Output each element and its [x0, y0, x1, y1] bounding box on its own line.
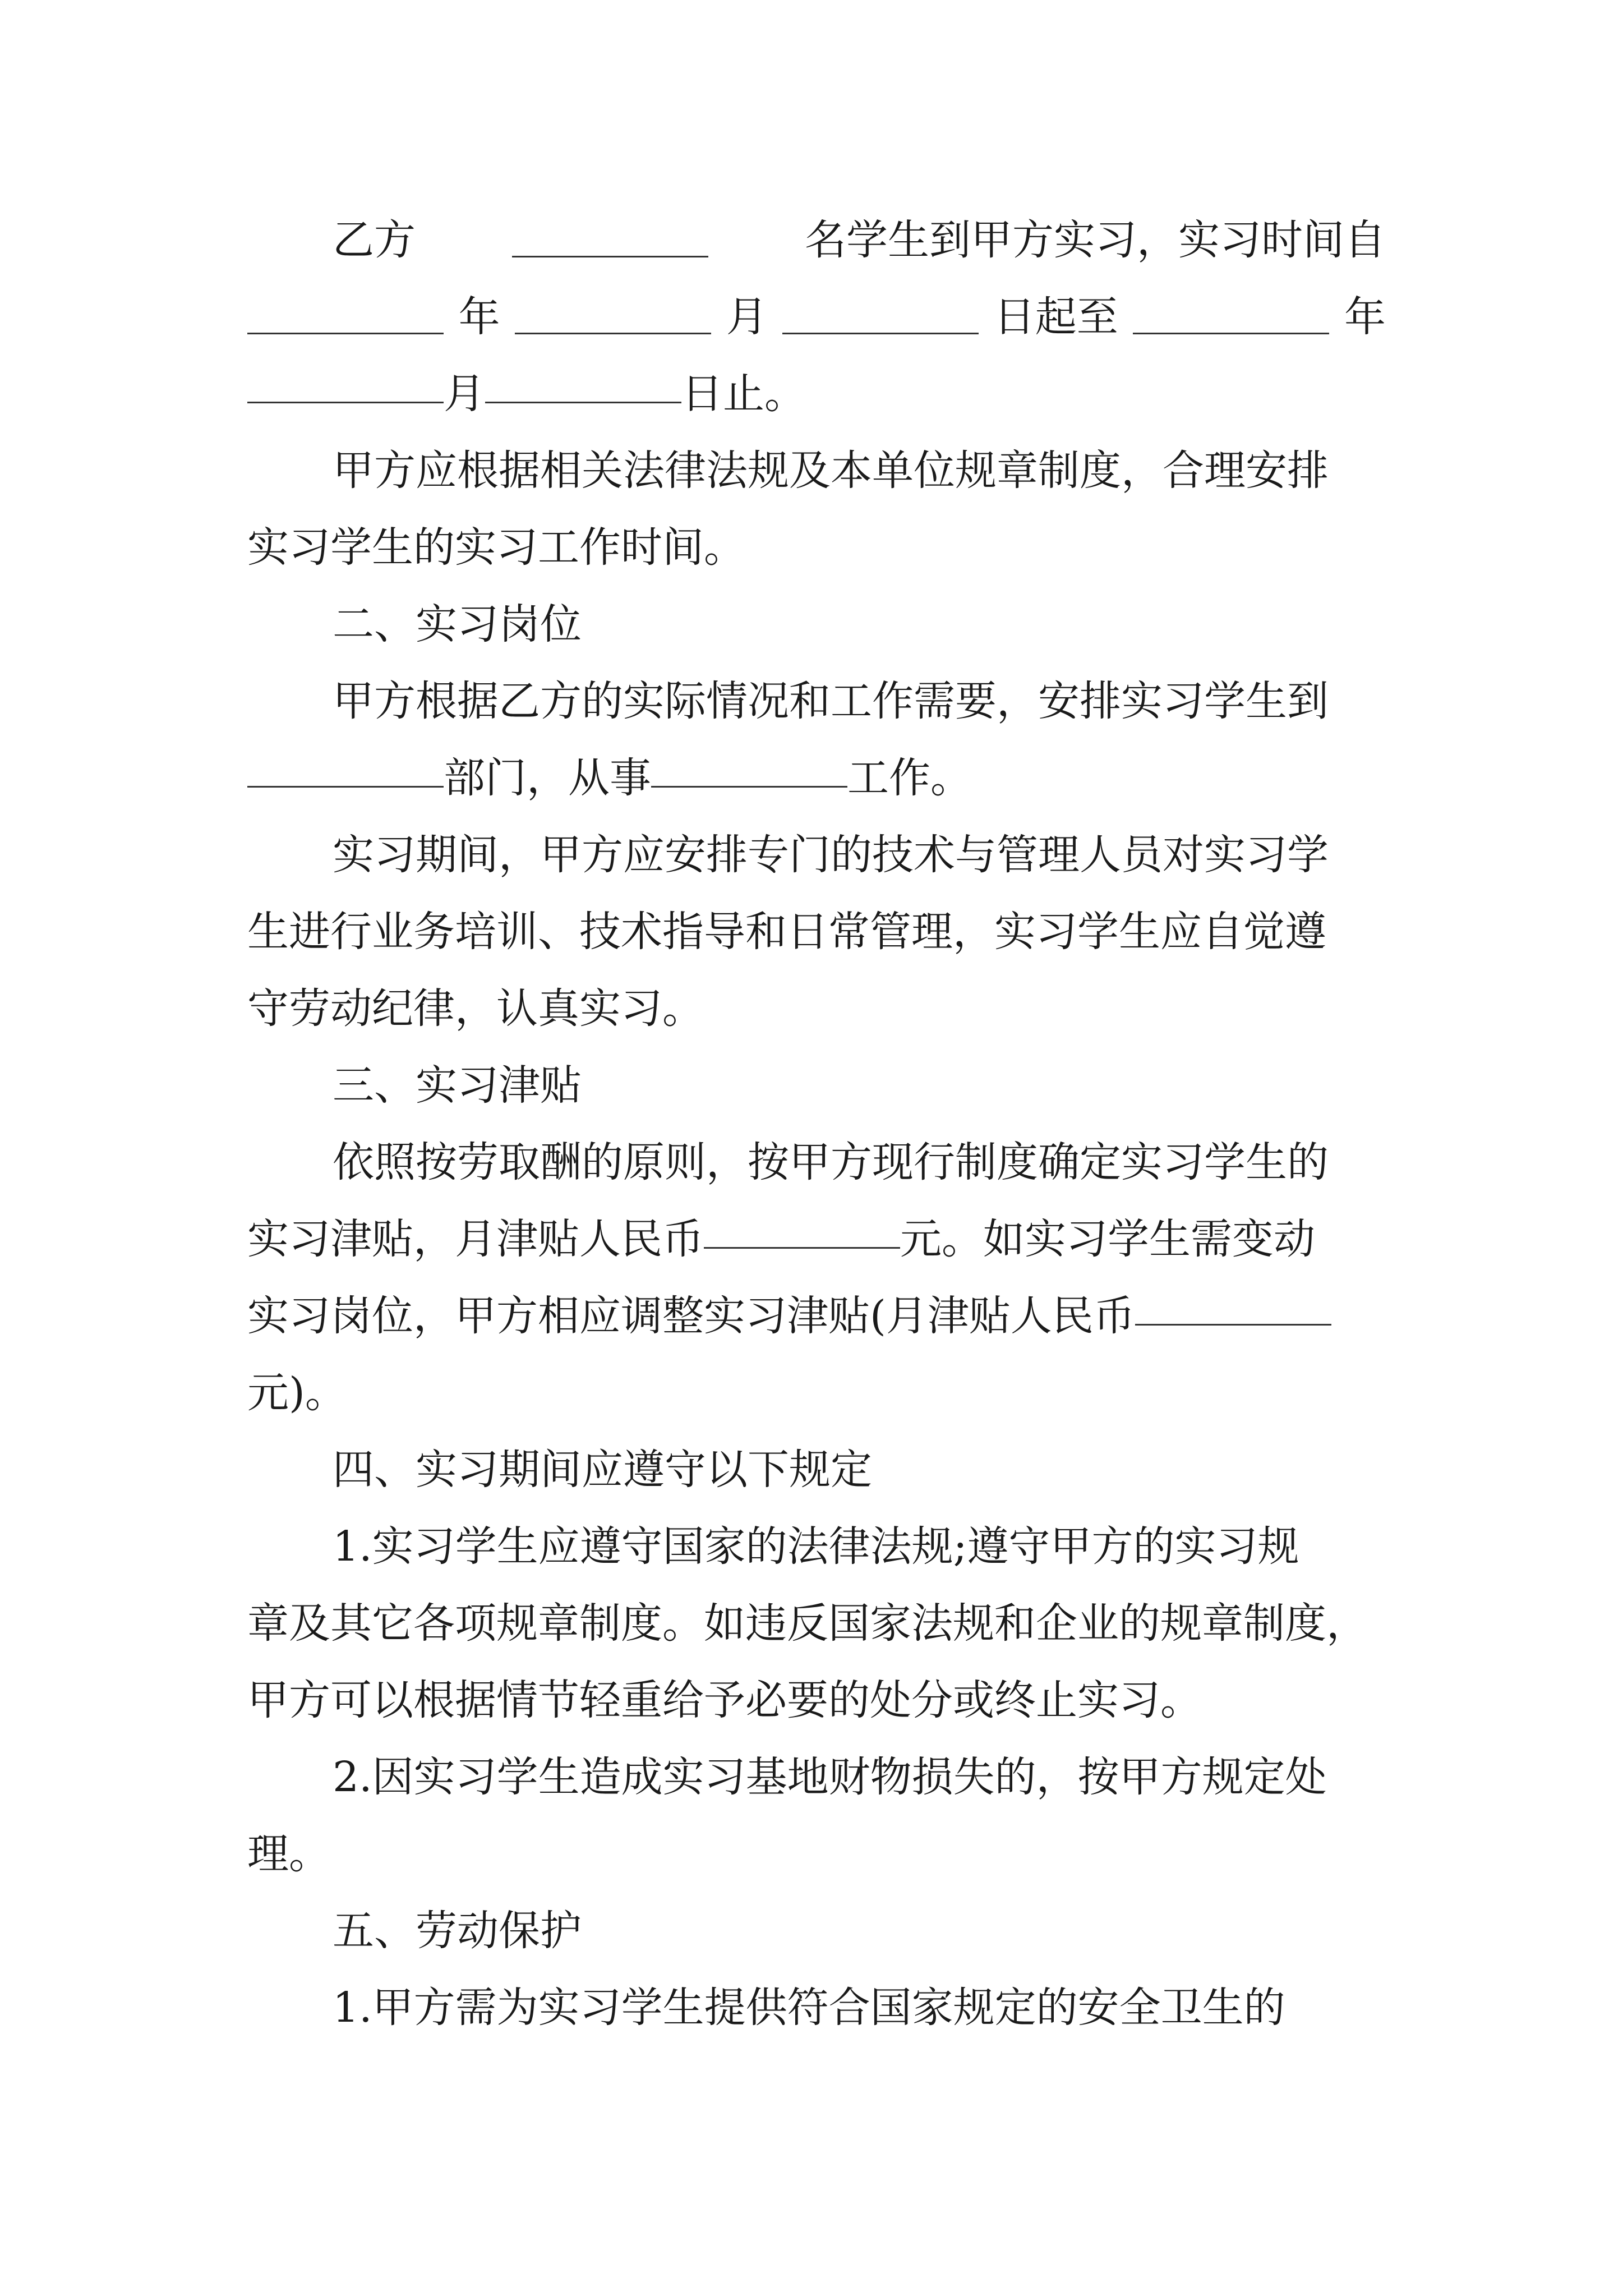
paragraph-line: [247, 202, 1386, 279]
text-segment: 乙方: [333, 216, 416, 264]
blank-adjusted-allowance: [1135, 1282, 1331, 1326]
paragraph-line: [247, 740, 1386, 817]
paragraph-line: 理。: [247, 1830, 330, 1878]
text-segment: 年: [1344, 293, 1386, 341]
document-body: [247, 202, 1386, 2046]
blank-monthly-allowance: [704, 1205, 900, 1249]
paragraph-line: 生进行业务培训、技术指导和日常管理，实习学生应自觉遵: [247, 908, 1326, 956]
text-segment: 元。如实习学生需变动: [900, 1215, 1315, 1263]
paragraph-line: 元)。: [247, 1369, 347, 1417]
blank-student-count: [512, 214, 708, 257]
text-segment: 月: [444, 370, 485, 418]
section-heading: 二、实习岗位: [333, 600, 582, 648]
text-segment: 实习岗位，甲方相应调整实习津贴(月津贴人民币: [247, 1292, 1135, 1340]
text-segment: 月: [726, 293, 768, 341]
paragraph-line: 甲方可以根据情节轻重给予必要的处分或终止实习。: [247, 1676, 1202, 1724]
text-segment: 名学生到甲方实习，实习时间自: [805, 216, 1386, 264]
blank-department: [247, 744, 444, 788]
paragraph-line: [247, 1201, 1386, 1278]
paragraph-line: 实习期间，甲方应安排专门的技术与管理人员对实习学: [333, 831, 1329, 879]
paragraph-line: [247, 356, 1386, 432]
blank-end-year: [1133, 291, 1329, 334]
text-segment: 日止。: [681, 370, 806, 418]
paragraph-line: 甲方应根据相关法律法规及本单位规章制度，合理安排: [333, 447, 1329, 495]
text-segment: 日起至: [993, 293, 1118, 341]
section-heading: 四、实习期间应遵守以下规定: [333, 1446, 872, 1494]
paragraph-line: 依照按劳取酬的原则，按甲方现行制度确定实习学生的: [333, 1138, 1329, 1186]
blank-end-month: [247, 360, 444, 403]
paragraph-line: [247, 279, 1386, 356]
text-segment: 工作。: [847, 754, 972, 802]
blank-job: [651, 744, 847, 788]
text-segment: 部门，从事: [444, 754, 651, 802]
text-segment: 实习津贴，月津贴人民币: [247, 1215, 704, 1263]
blank-end-day: [485, 360, 681, 403]
paragraph-line: 2.因实习学生造成实习基地财物损失的，按甲方规定处: [333, 1753, 1327, 1801]
text-segment: 年: [458, 293, 500, 341]
paragraph-line: 守劳动纪律，认真实习。: [247, 984, 704, 1033]
paragraph-line: 实习学生的实习工作时间。: [247, 523, 745, 572]
paragraph-line: 1.实习学生应遵守国家的法律法规;遵守甲方的实习规: [333, 1522, 1299, 1571]
blank-start-day: [782, 291, 979, 334]
paragraph-line: 甲方根据乙方的实际情况和工作需要，安排实习学生到: [333, 677, 1329, 725]
blank-start-year: [247, 291, 444, 334]
paragraph-line: [247, 1278, 1386, 1355]
section-heading: 五、劳动保护: [333, 1907, 582, 1955]
blank-start-month: [515, 291, 711, 334]
paragraph-line: 1.甲方需为实习学生提供符合国家规定的安全卫生的: [333, 1984, 1285, 2032]
paragraph-line: 章及其它各项规章制度。如违反国家法规和企业的规章制度，: [247, 1599, 1368, 1648]
section-heading: 三、实习津贴: [333, 1061, 582, 1110]
